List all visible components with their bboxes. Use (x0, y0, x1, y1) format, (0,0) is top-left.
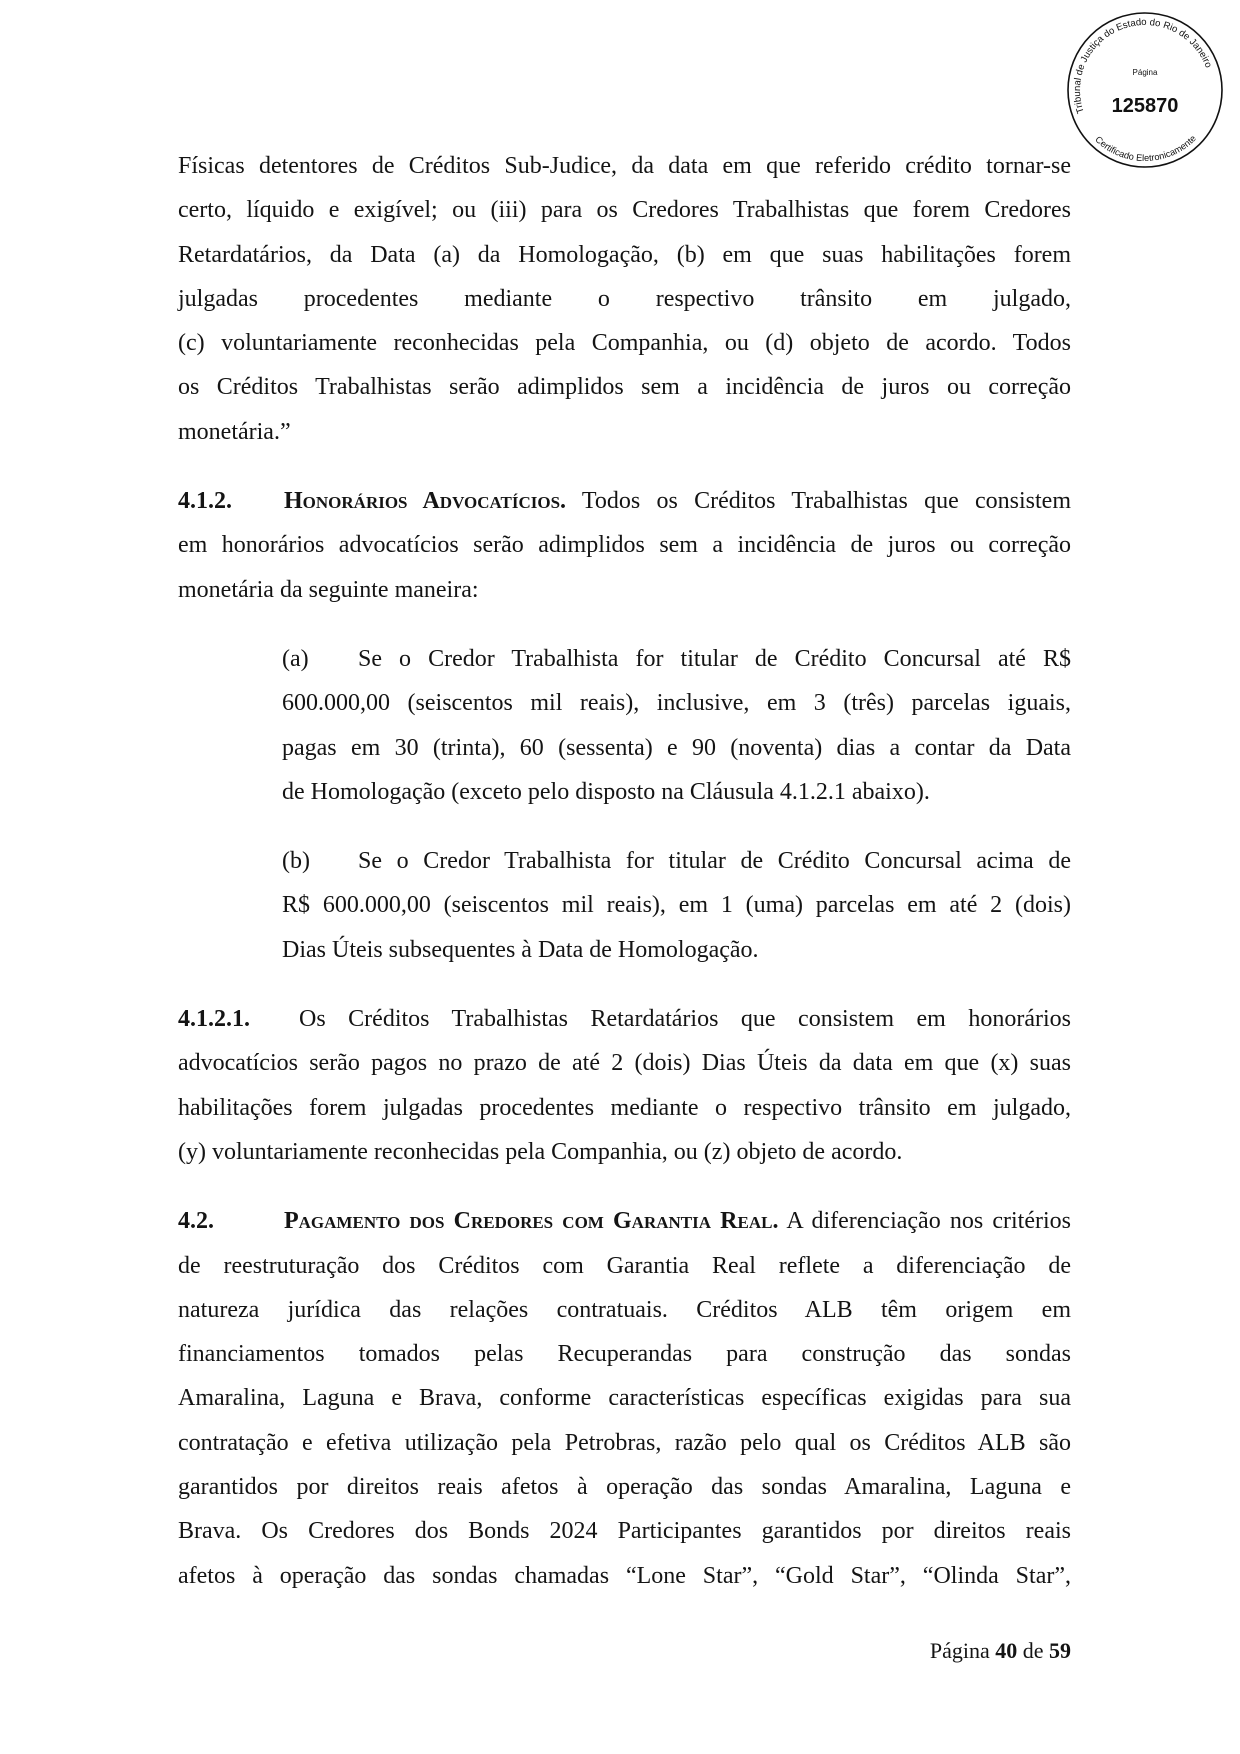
text-line: garantidos por direitos reais afetos à operação das sondas Amaralina, Laguna e (178, 1474, 1071, 1501)
footer-page-word: Página (929, 1638, 990, 1663)
clause-first-line (178, 1199, 1071, 1243)
clause-number: 4.1.2. (178, 488, 232, 515)
text-line: Brava. Os Credores dos Bonds 2024 Participantes garantidos por direitos reais (178, 1518, 1071, 1545)
footer-page-number: 40 (995, 1638, 1018, 1663)
clause-first-line-text (284, 479, 1071, 523)
text-line: afetos à operação das sondas chamadas “Lone Star”, “Gold Star”, “Olinda Star”, (178, 1562, 1071, 1589)
seal-arc-bottom-text: Certificado Eletronicamente (1093, 133, 1198, 164)
text-line: A diferenciação nos critérios (786, 1208, 1072, 1235)
clause-4-1-2 (178, 479, 1071, 612)
clause-first-line-text (284, 1199, 1071, 1243)
text-line: (c) voluntariamente reconhecidas pela Companhia, ou (d) objeto de acordo. Todos (178, 330, 1071, 357)
clause-first-line (178, 997, 1071, 1041)
text-line: Se o Credor Trabalhista for titular de Crédito Concursal até R$ (358, 645, 1071, 672)
clause-number: 4.2. (178, 1208, 214, 1235)
page-footer (930, 1637, 1071, 1665)
seal-label: Página (1132, 68, 1158, 77)
text-line: de reestruturação dos Créditos com Garantia Real reflete a diferenciação de (178, 1252, 1071, 1279)
text-line: 600.000,00 (seiscentos mil reais), inclusive, em 3 (três) parcelas iguais, (282, 690, 1071, 717)
text-line: Os Créditos Trabalhistas Retardatários que consistem em honorários (299, 1006, 1071, 1033)
list-item-b (282, 839, 1071, 972)
text-line: Amaralina, Laguna e Brava, conforme características específicas exigidas para sua (178, 1385, 1071, 1412)
list-item-first-line (282, 839, 1071, 883)
text-line: Retardatários, da Data (a) da Homologação, (b) em que suas habilitações forem (178, 241, 1071, 268)
text-line: Todos os Créditos Trabalhistas que consistem (581, 488, 1071, 515)
text-line: contratação e efetiva utilização pela Petrobras, razão pelo qual os Créditos ALB são (178, 1429, 1071, 1456)
list-item-a (282, 637, 1071, 814)
seal-number: 125870 (1111, 95, 1179, 117)
clause-heading: Honorários Advocatícios. (284, 488, 567, 515)
text-line: natureza jurídica das relações contratuais. Créditos ALB têm origem em (178, 1296, 1071, 1323)
text-line: Se o Credor Trabalhista for titular de Crédito Concursal acima de (358, 848, 1071, 875)
seal-ring (1068, 13, 1222, 167)
clause-first-line (178, 479, 1071, 523)
text-line: monetária da seguinte maneira: (178, 576, 479, 603)
text-line: de Homologação (exceto pelo disposto na Cláusula 4.1.2.1 abaixo). (282, 778, 930, 805)
text-line: os Créditos Trabalhistas serão adimplidos sem a incidência de juros ou correção (178, 374, 1071, 401)
clause-heading: Pagamento dos Credores com Garantia Real. (284, 1208, 779, 1235)
text-line: julgadas procedentes mediante o respectivo trânsito em julgado, (178, 285, 1071, 312)
text-line: Dias Úteis subsequentes à Data de Homologação. (282, 936, 759, 963)
paragraph-intro (178, 144, 1071, 454)
court-seal (1063, 8, 1227, 172)
text-line: financiamentos tomados pelas Recuperandas para construção das sondas (178, 1341, 1071, 1368)
text-line: monetária.” (178, 418, 291, 445)
footer-of-word: de (1022, 1638, 1044, 1663)
list-item-first-line (282, 637, 1071, 681)
clause-4-2 (178, 1199, 1071, 1598)
text-line: (y) voluntariamente reconhecidas pela Companhia, ou (z) objeto de acordo. (178, 1138, 903, 1165)
seal-arc-top-text: Tribunal de Justiça do Estado do Rio de Janeiro (1071, 16, 1214, 115)
text-line: Físicas detentores de Créditos Sub-Judice, da data em que referido crédito tornar-se (178, 153, 1071, 179)
text-line: advocatícios serão pagos no prazo de até 2 (dois) Dias Úteis da data em que (x) suas (178, 1050, 1071, 1077)
text-line: pagas em 30 (trinta), 60 (sessenta) e 90 (noventa) dias a contar da Data (282, 734, 1071, 761)
text-line: R$ 600.000,00 (seiscentos mil reais), em 1 (uma) parcelas em até 2 (dois) (282, 892, 1071, 919)
list-item-label: (a) (282, 645, 309, 672)
text-line: certo, líquido e exigível; ou (iii) para os Credores Trabalhistas que forem Credores (178, 197, 1071, 224)
page-body (178, 144, 1071, 1598)
text-line: em honorários advocatícios serão adimplidos sem a incidência de juros ou correção (178, 532, 1071, 559)
footer-page-total: 59 (1049, 1638, 1071, 1663)
clause-4-1-2-1 (178, 997, 1071, 1174)
list-item-label: (b) (282, 848, 310, 875)
clause-number: 4.1.2.1. (178, 1006, 250, 1033)
text-line: habilitações forem julgadas procedentes mediante o respectivo trânsito em julgado, (178, 1094, 1071, 1121)
